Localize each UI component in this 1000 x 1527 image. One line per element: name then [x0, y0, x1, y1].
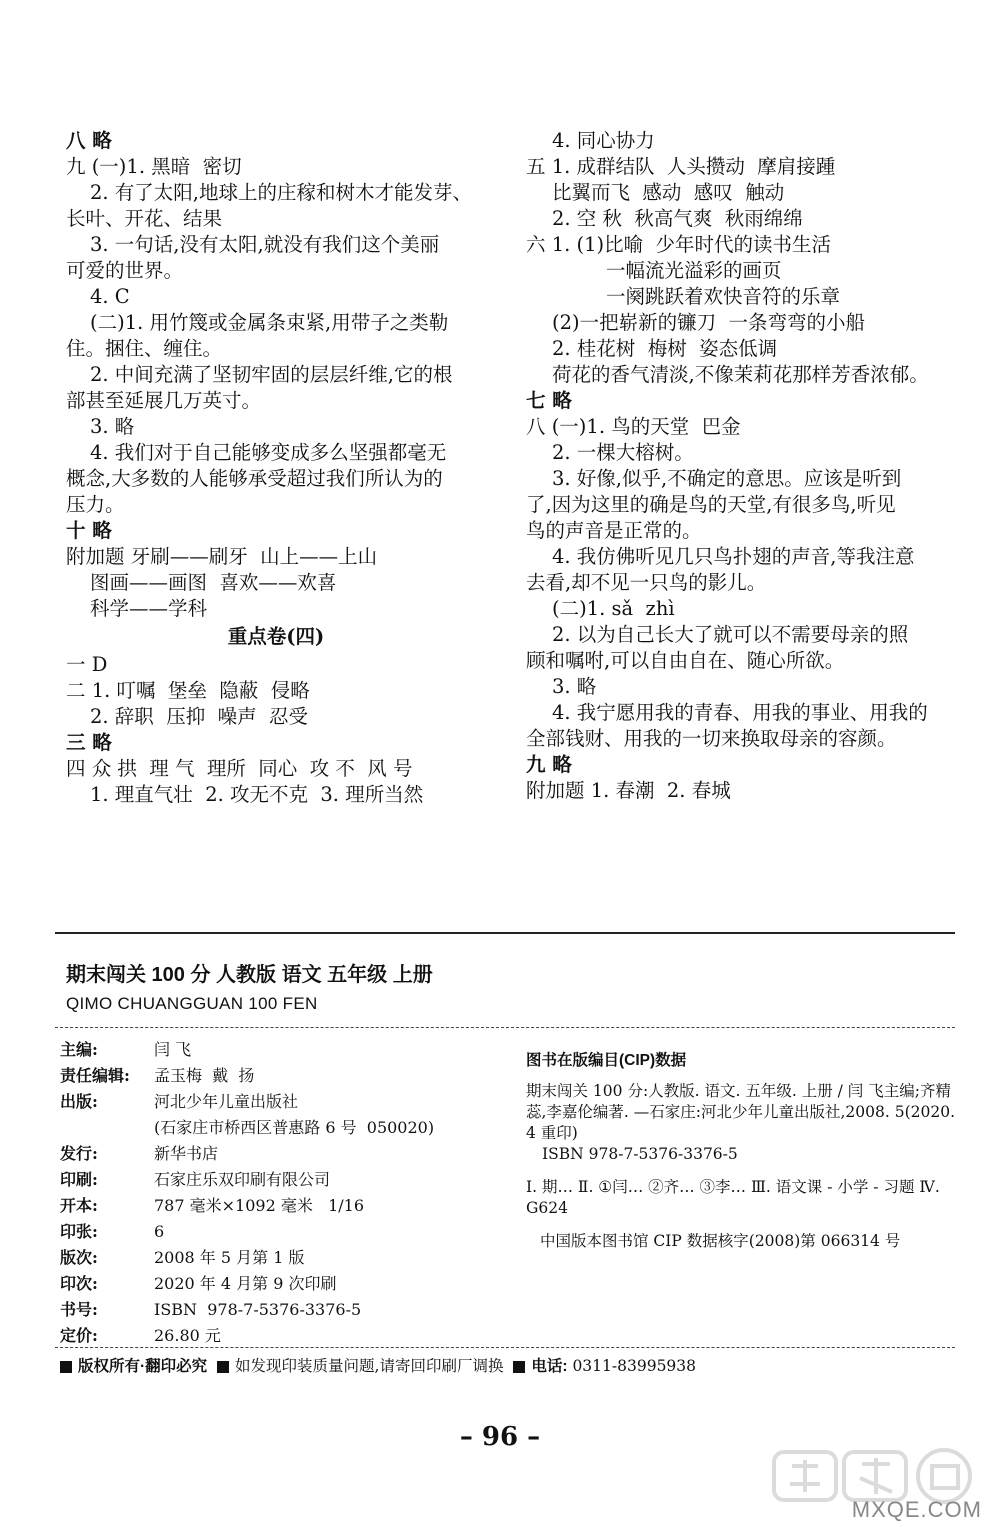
- answer-line: 概念,大多数的人能够承受超过我们所认为的: [66, 467, 443, 490]
- answer-line: 五 1. 成群结队 人头攒动 摩肩接踵: [526, 155, 836, 178]
- answer-line: 3. 略: [90, 415, 135, 438]
- rights-text: 版权所有·翻印必究: [78, 1358, 208, 1375]
- answer-line: 1. 理直气壮 2. 攻无不克 3. 理所当然: [90, 783, 424, 806]
- credit-value: 2008 年 5 月第 1 版: [154, 1248, 305, 1267]
- credit-row: [60, 1219, 434, 1245]
- answer-line: (2)一把崭新的镰刀 一条弯弯的小船: [552, 311, 866, 334]
- square-bullet-icon: [60, 1361, 72, 1373]
- answer-line: 可爱的世界。: [66, 259, 184, 282]
- right-answer-column: [526, 128, 946, 804]
- quality-notice: 如发现印装质量问题,请寄回印刷厂调换: [235, 1357, 504, 1375]
- credit-value: 2020 年 4 月第 9 次印刷: [154, 1274, 337, 1293]
- answer-line: 二 1. 叮嘱 堡垒 隐蔽 侵略: [66, 679, 310, 702]
- answer-line: (二)1. 用竹篾或金属条束紧,用带子之类勒: [90, 311, 449, 334]
- answer-line: 4. 我仿佛听见几只鸟扑翅的声音,等我注意: [552, 545, 915, 568]
- answer-line: 一幅流光溢彩的画页: [606, 259, 782, 282]
- credit-label: 版次:: [60, 1248, 98, 1267]
- answer-line: 图画——画图 喜欢——欢喜: [90, 571, 337, 594]
- book-pinyin: QIMO CHUANGGUAN 100 FEN: [66, 994, 318, 1013]
- answer-line: 2. 空 秋 秋高气爽 秋雨绵绵: [552, 207, 803, 230]
- cip-classification: Ⅰ. 期… Ⅱ. ①闫… ②齐… ③李… Ⅲ. 语文课 - 小学 - 习题 Ⅳ. G624: [526, 1178, 940, 1217]
- square-bullet-icon: [513, 1361, 525, 1373]
- copyright-footer: [60, 1354, 696, 1376]
- answer-line: 荷花的香气清淡,不像茉莉花那样芳香浓郁。: [552, 363, 929, 386]
- credit-value: 孟玉梅 戴 扬: [154, 1066, 255, 1085]
- credit-label: 印刷:: [60, 1170, 98, 1189]
- credit-value: 闫 飞: [154, 1040, 192, 1059]
- answer-line: 七 略: [526, 389, 572, 412]
- answer-line: 八 略: [66, 129, 112, 152]
- page-number: – 96 –: [459, 1422, 541, 1452]
- book-title: 期末闯关 100 分 人教版 语文 五年级 上册: [66, 964, 433, 986]
- answer-line: 4. 我宁愿用我的青春、用我的事业、用我的: [552, 701, 928, 724]
- cip-data-block: [526, 1050, 956, 1252]
- credit-row: [60, 1141, 434, 1167]
- answer-line: (二)1. sǎ zhì: [552, 597, 675, 620]
- phone-number: 0311-83995938: [572, 1357, 697, 1375]
- credit-label: 发行:: [60, 1144, 98, 1163]
- credit-row: [60, 1193, 434, 1219]
- section-title: 重点卷(四): [227, 625, 325, 648]
- answer-line: 住。捆住、缠住。: [66, 337, 223, 360]
- answer-line: 十 略: [66, 519, 112, 542]
- credit-value: (石家庄市桥西区普惠路 6 号 050020): [154, 1118, 435, 1137]
- answer-line: 附加题 牙刷——刷牙 山上——上山: [66, 545, 378, 568]
- credit-label: [60, 1115, 148, 1141]
- credit-value: 河北少年儿童出版社: [154, 1092, 299, 1111]
- credit-label: 印次:: [60, 1274, 98, 1293]
- answer-line: 比翼而飞 感动 感叹 触动: [552, 181, 785, 204]
- cip-paragraph: 期末闯关 100 分:人教版. 语文. 五年级. 上册 / 闫 飞主编;齐精蕊,李嘉伦编著. —石家庄:河北少年儿童出版社,2008. 5(2020. 4 重印): [526, 1082, 956, 1142]
- answer-line: 2. 一棵大榕树。: [552, 441, 694, 464]
- answer-line: 长叶、开花、结果: [66, 207, 223, 230]
- credit-label: 书号:: [60, 1300, 98, 1319]
- credit-value: 6: [154, 1222, 165, 1241]
- credit-row: [60, 1245, 434, 1271]
- left-answer-column: [66, 128, 486, 808]
- answer-line: 四 众 拱 理 气 理所 同心 攻 不 风 号: [66, 757, 413, 780]
- credit-value: ISBN 978-7-5376-3376-5: [154, 1300, 362, 1319]
- answer-line: 压力。: [66, 493, 125, 516]
- credit-value: 26.80 元: [154, 1326, 221, 1345]
- phone-label: 电话:: [531, 1358, 568, 1375]
- divider-thick: [55, 932, 955, 934]
- answer-line: 部甚至延展几万英寸。: [66, 389, 262, 412]
- answer-line: 顾和嘱咐,可以自由自在、随心所欲。: [526, 649, 845, 672]
- answer-line: 一阕跳跃着欢快音符的乐章: [606, 285, 841, 308]
- answer-line: 2. 桂花树 梅树 姿态低调: [552, 337, 778, 360]
- answer-line: 4. 同心协力: [552, 129, 655, 152]
- answer-line: 2. 辞职 压抑 噪声 忍受: [90, 705, 308, 728]
- credit-row: [60, 1271, 434, 1297]
- credit-row: [60, 1167, 434, 1193]
- divider-dashed: [55, 1347, 955, 1348]
- credit-label: 主编:: [60, 1040, 98, 1059]
- credit-row: [60, 1063, 434, 1089]
- cip-isbn: ISBN 978-7-5376-3376-5: [542, 1145, 738, 1163]
- answer-line: 九 略: [526, 753, 572, 776]
- answer-line: 4. 我们对于自己能够变成多么坚强都毫无: [90, 441, 447, 464]
- answer-line: 三 略: [66, 731, 112, 754]
- answer-line: 4. C: [90, 285, 130, 308]
- answer-line: 3. 一句话,没有太阳,就没有我们这个美丽: [90, 233, 440, 256]
- answer-line: 鸟的声音是正常的。: [526, 519, 702, 542]
- credit-row: [60, 1089, 434, 1115]
- answer-line: 3. 略: [552, 675, 597, 698]
- credit-row: [60, 1297, 434, 1323]
- answer-line: 全部钱财、用我的一切来换取母亲的容颜。: [526, 727, 897, 750]
- credit-label: 责任编辑:: [60, 1066, 130, 1085]
- credit-value: 石家庄乐双印刷有限公司: [154, 1170, 331, 1189]
- answer-line: 六 1. (1)比喻 少年时代的读书生活: [526, 233, 832, 256]
- cip-heading: 图书在版编目(CIP)数据: [526, 1052, 687, 1069]
- answer-line: 附加题 1. 春潮 2. 春城: [526, 779, 731, 802]
- credit-value: 787 毫米×1092 毫米 1/16: [154, 1196, 365, 1215]
- credit-label: 出版:: [60, 1092, 98, 1111]
- answer-line: 2. 以为自己长大了就可以不需要母亲的照: [552, 623, 909, 646]
- credit-row: [60, 1323, 434, 1349]
- cip-record-number: 中国版本图书馆 CIP 数据核字(2008)第 066314 号: [540, 1232, 901, 1250]
- publication-credits: [60, 1037, 434, 1349]
- answer-line: 了,因为这里的确是鸟的天堂,有很多鸟,听见: [526, 493, 896, 516]
- answer-line: 去看,却不见一只鸟的影儿。: [526, 571, 767, 594]
- credit-row: [60, 1115, 434, 1141]
- credit-label: 定价:: [60, 1326, 98, 1345]
- answer-line: 九 (一)1. 黑暗 密切: [66, 155, 242, 178]
- watermark-text: MXQE.COM: [851, 1497, 982, 1522]
- credit-label: 开本:: [60, 1196, 98, 1215]
- answer-line: 2. 有了太阳,地球上的庄稼和树木才能发芽、: [90, 181, 473, 204]
- answer-line: 八 (一)1. 鸟的天堂 巴金: [526, 415, 741, 438]
- credit-value: 新华书店: [154, 1144, 219, 1163]
- credit-row: [60, 1037, 434, 1063]
- divider-dashed: [55, 1027, 955, 1028]
- answer-line: 一 D: [66, 653, 108, 676]
- answer-line: 3. 好像,似乎,不确定的意思。应该是听到: [552, 467, 902, 490]
- answer-line: 科学——学科: [90, 597, 208, 620]
- square-bullet-icon: [217, 1361, 229, 1373]
- answer-line: 2. 中间充满了坚韧牢固的层层纤维,它的根: [90, 363, 453, 386]
- credit-label: 印张:: [60, 1222, 98, 1241]
